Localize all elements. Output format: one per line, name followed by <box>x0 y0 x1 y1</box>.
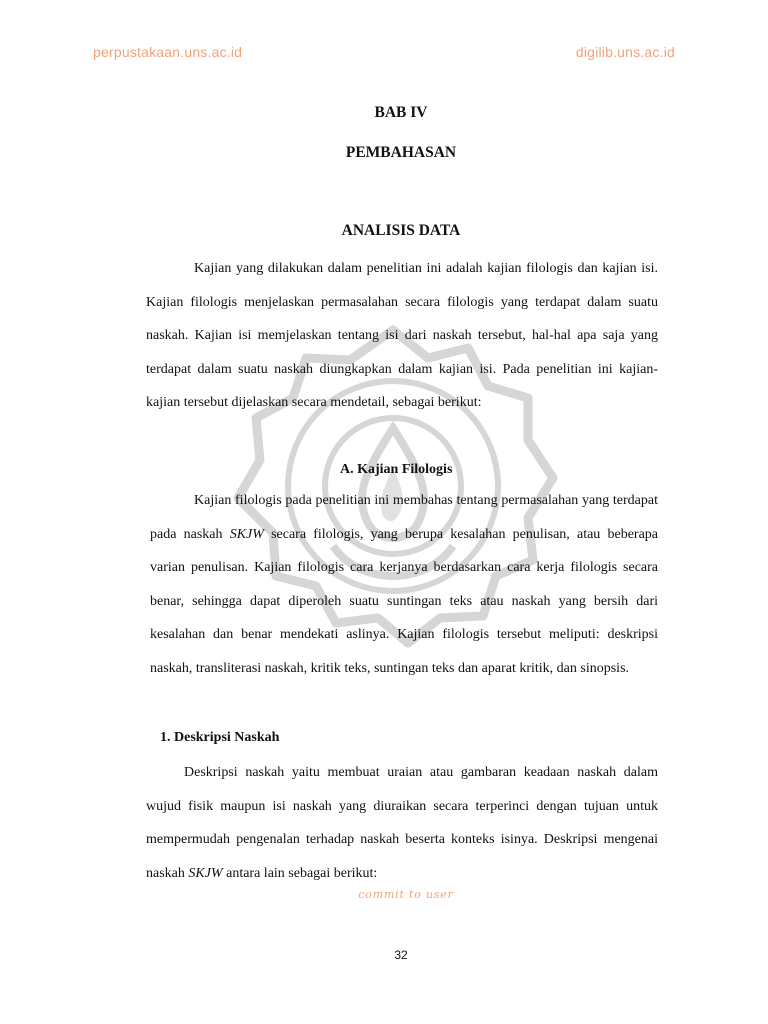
chapter-heading: BAB IV <box>374 104 428 121</box>
commit-to-user-footer: commit to user <box>358 888 454 901</box>
section-title: ANALISIS DATA <box>341 222 461 239</box>
page-number: 32 <box>394 948 408 962</box>
chapter-title: PEMBAHASAN <box>345 144 457 161</box>
subsection-heading-kajian-filologis: A. Kajian Filologis <box>340 462 453 477</box>
deskripsi-paragraph: Deskripsi naskah yaitu membuat uraian atau gambaran keadaan naskah dalam wujud fisik maupun isi naskah yang diuraikan secara terperinci dengan tujuan untuk mempermudah pengenalan terhadap naskah beserta konteks isinya. Deskripsi mengenai naskah SKJW antara lain sebagai berikut: <box>146 765 658 881</box>
header-right-url: digilib.uns.ac.id <box>575 44 675 60</box>
filologis-paragraph: Kajian filologis pada penelitian ini membahas tentang permasalahan yang terdapat pada naskah SKJW secara filologis, yang berupa kesalahan penulisan, atau beberapa varian penulisan. Kajian filologis cara kerjanya berdasarkan cara kerja filologis secara benar, sehingga dapat diperoleh suatu suntingan teks atau naskah yang bersih dari kesalahan dan benar mendekati aslinya. Kajian filologis tersebut meliputi: deskripsi naskah, transliterasi naskah, kritik teks, suntingan teks dan aparat kritik, dan sinopsis. <box>150 493 659 676</box>
intro-paragraph: Kajian yang dilakukan dalam penelitian ini adalah kajian filologis dan kajian isi. Kajian filologis menjelaskan permasalahan secara filologis yang terdapat dalam suatu naskah. Kajian isi memjelaskan tentang isi dari naskah tersebut, hal-hal apa saja yang terdapat dalam suatu naskah diungkapkan dalam kajian isi. Pada penelitian ini kajian-kajian tersebut dijelaskan secara mendetail, sebagai berikut: <box>146 261 658 410</box>
list-item-deskripsi-naskah: 1. Deskripsi Naskah <box>160 730 280 745</box>
header-left-url: perpustakaan.uns.ac.id <box>93 44 243 60</box>
